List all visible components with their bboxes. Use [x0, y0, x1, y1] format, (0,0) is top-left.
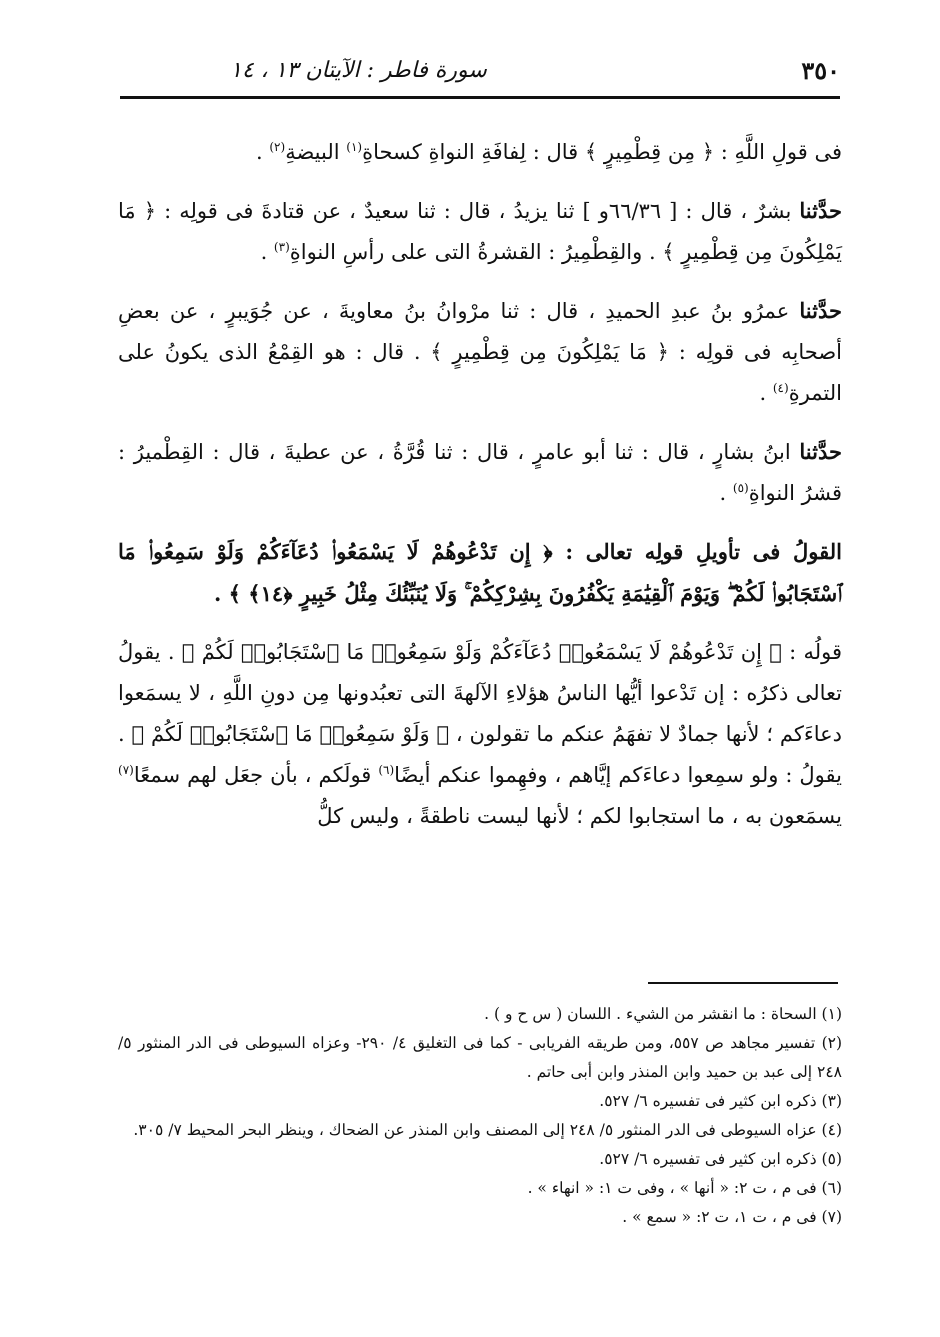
footnote: (١) السحاة : ما انقشر من الشيء . اللسان ( س ح و ) .	[484, 1005, 842, 1023]
footnote: (٢) تفسير مجاهد ص ٥٥٧، ومن طريقه الفريابى - كما فى التغليق ٤/ ٢٩٠- وعزاه السيوطى فى الدر المنثور ٥/ ٢٤٨ إلى عبد بن حميد وابن المنذر وابن أبى حاتم .	[118, 1034, 843, 1081]
paragraph	[118, 132, 842, 173]
paragraph-text: البيضةِ	[285, 140, 347, 164]
paragraph-text: ابنُ بشارٍ ، قال : ثنا أبو عامرٍ ، قال : ثنا قُرَّةُ ، عن عطيةَ ، قال : القِطْميرُ : قشرُ النواةِ	[118, 440, 842, 505]
footnote-marker: (٥)	[732, 481, 749, 495]
page-number: ٣٥٠	[801, 55, 840, 85]
quran-verse: ﴿ إِن تَدْعُوهُمْ لَا يَسْمَعُوا۟ دُعَآءَكُمْ وَلَوْ سَمِعُوا۟ مَا ٱسْتَجَابُوا۟ لَكُمْ ۖ وَيَوْمَ ٱلْقِيَٰمَةِ يَكْفُرُونَ بِشِرْكِكُمْ ۚ وَلَا يُنَبِّئُكَ مِثْلُ خَبِيرٍ ﴿١٤﴾ ﴾ .	[118, 539, 842, 606]
footnote-marker: (٣)	[273, 240, 290, 254]
footnote-marker: (٧)	[118, 763, 134, 777]
paragraph-text: قولُه : ﴿ إِن تَدْعُوهُمْ لَا يَسْمَعُوا۟ دُعَآءَكُمْ وَلَوْ سَمِعُوا۟ مَا ٱسْتَجَابُوا۟ لَكُمْ ﴾ . يقولُ تعالى ذكرُه : إن تَدْعوا أيُّها الناسُ هؤلاءِ الآلهةَ التى تعبُدونها مِن دونِ اللَّهِ ، لا يسمَعوا دعاءَكم ؛ لأنها جمادٌ لا تفهَمُ عنكم ما تقولون ، ﴿ وَلَوْ سَمِعُوا۟ مَا ٱسْتَجَابُوا۟ لَكُمْ ﴾ . يقولُ : ولو سمِعوا دعاءَكم إيَّاهم ، وفهِموا عنكم أيضًا	[118, 640, 842, 787]
paragraph-text: يسمَعون به ، ما استجابوا لكم ؛ لأنها ليست ناطقةً ، وليس كلُّ	[317, 804, 842, 828]
footnote: (٥) ذكره ابن كثير فى تفسيره ٦/ ٥٢٧.	[599, 1150, 842, 1168]
footnote: (٤) عزاه السيوطى فى الدر المنثور ٥/ ٢٤٨ إلى المصنف وابن المنذر عن الضحاك ، وينظر البحر المحيط ٧/ ٣٠٥.	[133, 1121, 842, 1139]
header-rule	[120, 96, 840, 99]
page-header	[120, 52, 840, 88]
footnote: (٧) فى م ، ت ١، ت ٢: « سمع » .	[622, 1208, 842, 1226]
footnote-marker: (٢)	[269, 140, 286, 154]
footnote-rule	[648, 982, 838, 984]
paragraph	[118, 290, 842, 414]
paragraph-end: .	[260, 240, 274, 264]
paragraph	[118, 632, 842, 837]
paragraph-end: .	[719, 481, 733, 505]
footnote-marker: (٤)	[772, 381, 789, 395]
footnotes	[118, 1000, 842, 1232]
footnote-marker: (٦)	[378, 763, 395, 777]
paragraph-text: عمرُو بنُ عبدِ الحميدِ ، قال : ثنا مرْوانُ بنُ معاويةَ ، عن جُوَيبرٍ ، عن بعضِ أصحابِه فى قولِه : ﴿ مَا يَمْلِكُونَ مِن قِطْمِيرٍ ﴾ . قال : هو القِمْعُ الذى يكونُ على التمرةِ	[118, 299, 842, 405]
footnote-marker: (١)	[346, 140, 363, 154]
footnote: (٦) فى م ، ت ٢: « أنها » ، وفى ت ١: « انهاء » .	[527, 1179, 842, 1197]
isnad-lead: حدَّثنا	[799, 298, 842, 323]
main-text	[118, 132, 842, 854]
running-title: سورة فاطر : الآيتان ١٣ ، ١٤	[230, 57, 487, 83]
isnad-lead: حدَّثنا	[799, 198, 842, 223]
paragraph	[118, 190, 842, 273]
footnote: (٣) ذكره ابن كثير فى تفسيره ٦/ ٥٢٧.	[599, 1092, 842, 1110]
paragraph	[118, 431, 842, 514]
paragraph-end: .	[256, 140, 270, 164]
paragraph-end: .	[759, 381, 773, 405]
section-heading: القولُ فى تأويلِ قولِه تعالى :	[565, 539, 843, 564]
paragraph	[118, 531, 842, 615]
paragraph-text: قولَكم ، بأن جعَل لهم سمعًا	[133, 763, 379, 787]
paragraph-text: بشرٌ ، قال : [ ٦٦/٣٦و ] ثنا يزيدُ ، قال : ثنا سعيدٌ ، عن قتادةَ فى قولِه : ﴿ مَا يَمْلِكُونَ مِن قِطْمِيرٍ ﴾ . والقِطْمِيرُ : القشرةُ التى على رأسِ النواةِ	[118, 199, 842, 264]
isnad-lead: حدَّثنا	[799, 439, 842, 464]
paragraph-text: فى قولِ اللَّهِ : ﴿ مِن قِطْمِيرٍ ﴾ قال : لِفافَةِ النواةِ كسحاةِ	[362, 140, 842, 164]
